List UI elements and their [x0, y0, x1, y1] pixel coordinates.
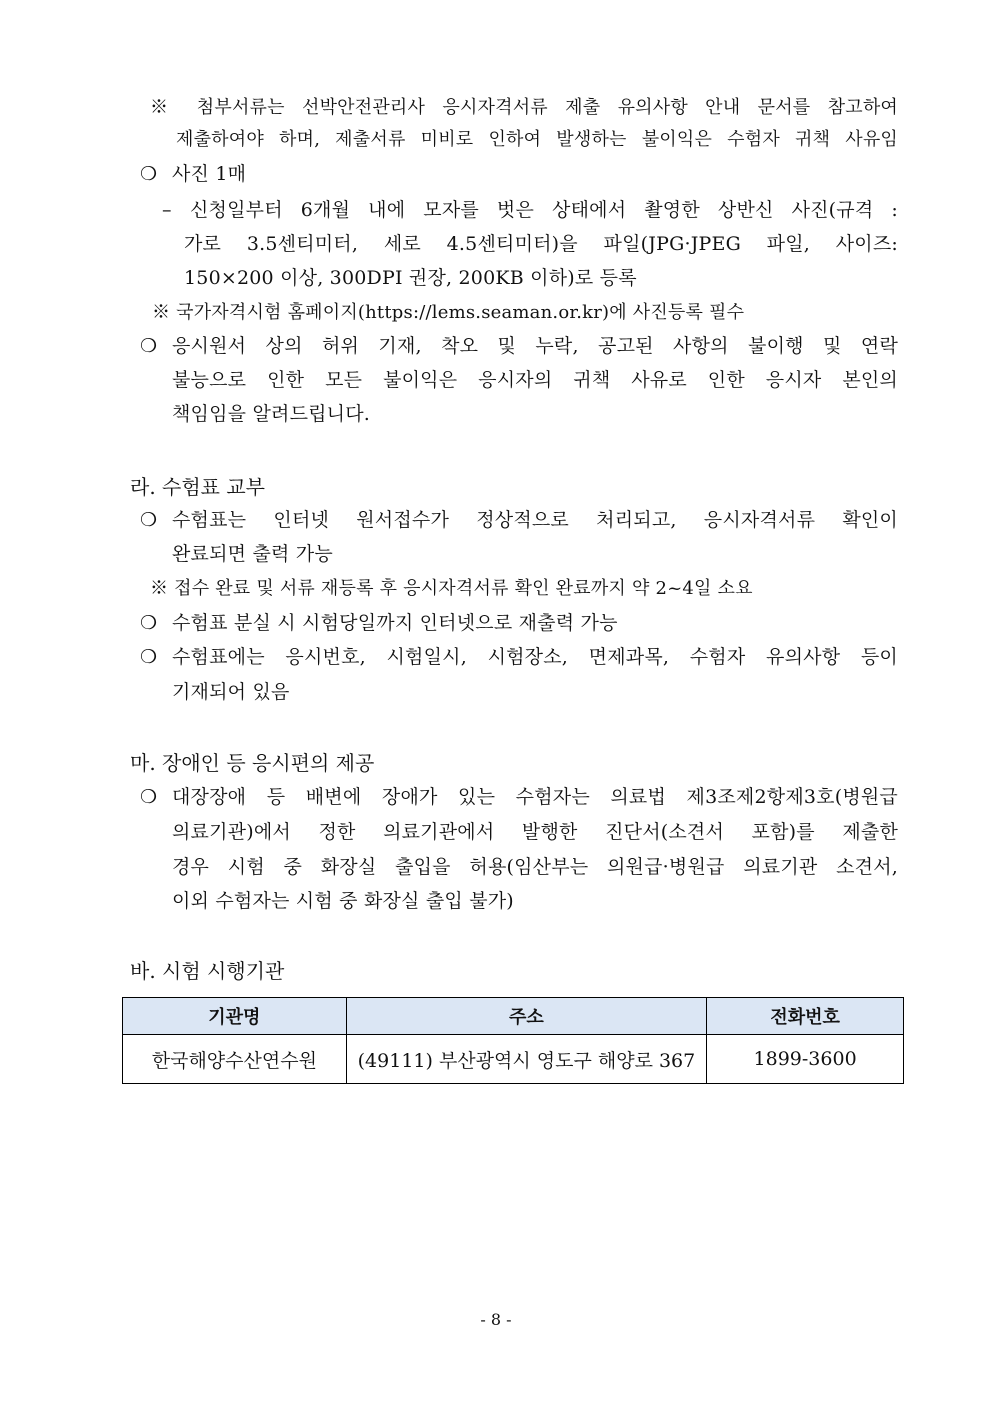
accommodation-line4: 이외 수험자는 시험 중 화장실 출입 불가)	[172, 890, 514, 912]
table-header-row	[123, 998, 904, 1035]
header-address: 주소	[346, 998, 707, 1035]
bullet-circle-icon: ❍	[140, 612, 158, 634]
warning-line1: 응시원서 상의 허위 기재, 착오 및 누락, 공고된 사항의 불이행 및 연락	[172, 335, 898, 357]
accommodation-line3: 경우 시험 중 화장실 출입을 허용(임산부는 의원급·병원급 의료기관 소견서,	[172, 856, 898, 878]
ticket-item3-line1: 수험표에는 응시번호, 시험일시, 시험장소, 면제과목, 수험자 유의사항 등이	[172, 646, 898, 668]
photo-detail-line3: 150×200 이상, 300DPI 권장, 200KB 이하)로 등록	[184, 267, 637, 289]
section-ma-heading: 마. 장애인 등 응시편의 제공	[130, 751, 375, 775]
photo-title: 사진 1매	[172, 163, 247, 185]
photo-registration-note: ※ 국가자격시험 홈페이지(https://lems.seaman.or.kr)에 사진등록 필수	[152, 302, 745, 323]
ticket-item3-line2: 기재되어 있음	[172, 681, 290, 703]
warning-line2: 불능으로 인한 모든 불이익은 응시자의 귀책 사유로 인한 응시자 본인의	[172, 369, 898, 391]
ticket-item1-line1: 수험표는 인터넷 원서접수가 정상적으로 처리되고, 응시자격서류 확인이	[172, 509, 898, 531]
section-ba-heading: 바. 시험 시행기관	[130, 959, 285, 983]
warning-line3: 책임임을 알려드립니다.	[172, 403, 371, 425]
cell-address: (49111) 부산광역시 영도구 해양로 367	[346, 1035, 707, 1084]
attachment-note-line1: ※ 첨부서류는 선박안전관리사 응시자격서류 제출 유의사항 안내 문서를 참고하여	[150, 97, 898, 118]
bullet-circle-icon: ❍	[140, 163, 158, 185]
bullet-circle-icon: ❍	[140, 509, 158, 531]
attachment-note-line2: 제출하여야 하며, 제출서류 미비로 인하여 발생하는 불이익은 수험자 귀책 사유임	[176, 129, 898, 150]
ticket-item1-line2: 완료되면 출력 가능	[172, 543, 333, 565]
bullet-circle-icon: ❍	[140, 335, 158, 357]
header-phone: 전화번호	[707, 998, 904, 1035]
ticket-item2: 수험표 분실 시 시험당일까지 인터넷으로 재출력 가능	[172, 612, 618, 634]
accommodation-line2: 의료기관)에서 정한 의료기관에서 발행한 진단서(소견서 포함)를 제출한	[172, 821, 898, 843]
agency-table	[122, 997, 904, 1084]
table-row	[123, 1035, 904, 1084]
header-agency-name: 기관명	[123, 998, 347, 1035]
dash-icon: –	[162, 199, 172, 221]
ticket-note: ※ 접수 완료 및 서류 재등록 후 응시자격서류 확인 완료까지 약 2~4일 소요	[150, 578, 753, 599]
cell-phone: 1899-3600	[707, 1035, 904, 1084]
bullet-circle-icon: ❍	[140, 786, 158, 808]
section-ra-heading: 라. 수험표 교부	[130, 475, 265, 499]
photo-detail-line1: 신청일부터 6개월 내에 모자를 벗은 상태에서 촬영한 상반신 사진(규격 :	[190, 199, 898, 221]
bullet-circle-icon: ❍	[140, 646, 158, 668]
photo-detail-line2: 가로 3.5센티미터, 세로 4.5센티미터)을 파일(JPG·JPEG 파일, 사이즈:	[184, 233, 898, 255]
page-number: - 8 -	[480, 1310, 512, 1329]
cell-agency-name: 한국해양수산연수원	[123, 1035, 347, 1084]
accommodation-line1: 대장장애 등 배변에 장애가 있는 수험자는 의료법 제3조제2항제3호(병원급	[172, 786, 898, 808]
